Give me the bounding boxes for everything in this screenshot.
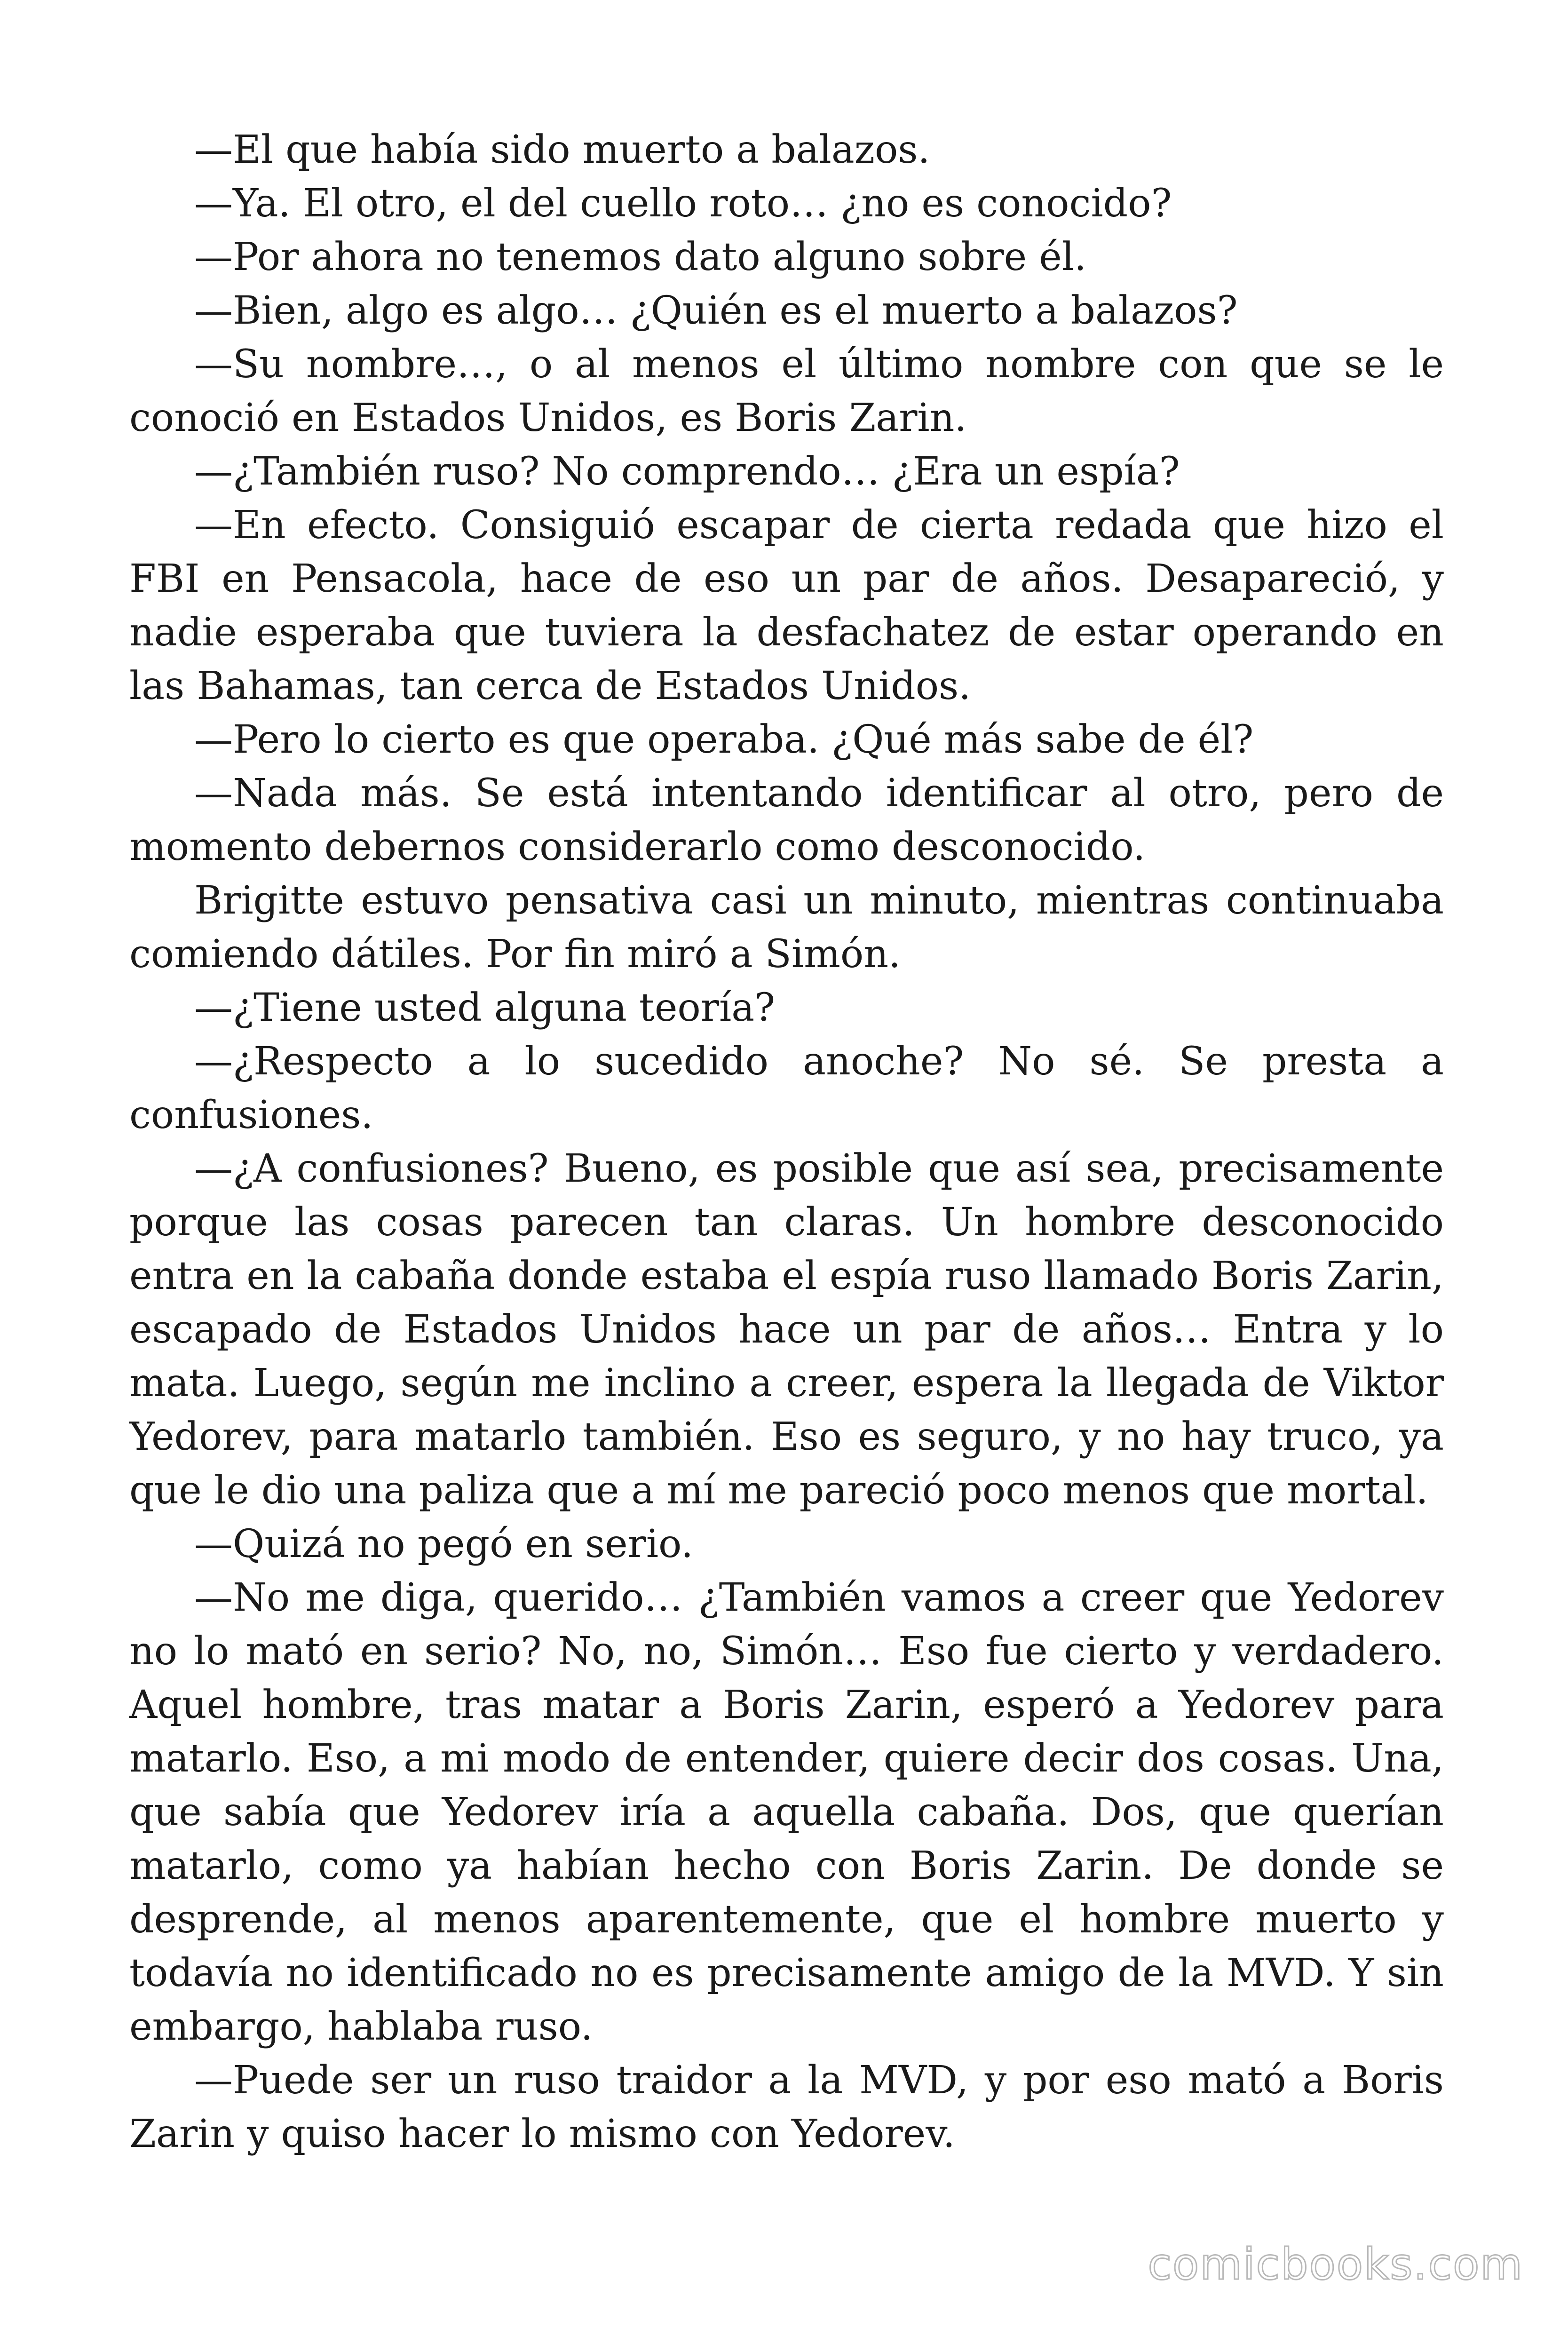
paragraph-15: —No me diga, querido… ¿También vamos a creer que Yedorev no lo mató en serio? No, no, Simón… Eso fue cierto y verdadero. Aquel hombre, tras matar a Boris Zarin, esperó a Yedorev para matarlo. Eso, a mi modo de entender, quiere decir dos cosas. Una, que sabía que Yedorev iría a aquella cabaña. Dos, que querían matarlo, como ya habían hecho con Boris Zarin. De donde se desprende, al menos aparentemente, que el hombre muerto y todavía no identificado no es precisamente amigo de la MVD. Y sin embargo, hablaba ruso. — [129, 1575, 1444, 2049]
paragraph-8: —Pero lo cierto es que operaba. ¿Qué más sabe de él? — [194, 717, 1254, 762]
paragraph-14: —Quizá no pegó en serio. — [194, 1522, 694, 1566]
paragraph-16: —Puede ser un ruso traidor a la MVD, y por eso mató a Boris Zarin y quiso hacer lo mismo con Yedorev. — [129, 2058, 1444, 2156]
paragraph-5: —Su nombre…, o al menos el último nombre con que se le conoció en Estados Unidos, es Boris Zarin. — [129, 342, 1444, 440]
watermark-text: comicbooks.com — [1148, 2239, 1523, 2289]
paragraph-7: —En efecto. Consiguió escapar de cierta redada que hizo el FBI en Pensacola, hace de eso un par de años. Desapareció, y nadie esperaba que tuviera la desfachatez de estar operando en las Bahamas, tan cerca de Estados Unidos. — [129, 503, 1444, 708]
paragraph-11: —¿Tiene usted alguna teoría? — [194, 985, 776, 1030]
paragraph-4: —Bien, algo es algo… ¿Quién es el muerto a balazos? — [194, 288, 1238, 333]
paragraph-9: —Nada más. Se está intentando identificar al otro, pero de momento debernos considerarlo como desconocido. — [129, 771, 1444, 869]
paragraph-13: —¿A confusiones? Bueno, es posible que así sea, precisamente porque las cosas parecen tan claras. Un hombre desconocido entra en la cabaña donde estaba el espía ruso llamado Boris Zarin, escapado de Estados Unidos hace un par de años… Entra y lo mata. Luego, según me inclino a creer, espera la llegada de Viktor Yedorev, para matarlo también. Eso es seguro, y no hay truco, ya que le dio una paliza que a mí me pareció poco menos que mortal. — [129, 1146, 1444, 1513]
paragraph-1: —El que había sido muerto a balazos. — [194, 127, 930, 172]
paragraph-6: —¿También ruso? No comprendo… ¿Era un espía? — [194, 449, 1180, 494]
paragraph-2: —Ya. El otro, el del cuello roto… ¿no es conocido? — [194, 181, 1172, 226]
paragraph-10: Brigitte estuvo pensativa casi un minuto, mientras continuaba comiendo dátiles. Por fin miró a Simón. — [129, 878, 1444, 977]
paragraph-3: —Por ahora no tenemos dato alguno sobre él. — [194, 235, 1087, 279]
body-text — [129, 123, 1444, 2161]
paragraph-12: —¿Respecto a lo sucedido anoche? No sé. Se presta a confusiones. — [129, 1039, 1444, 1137]
